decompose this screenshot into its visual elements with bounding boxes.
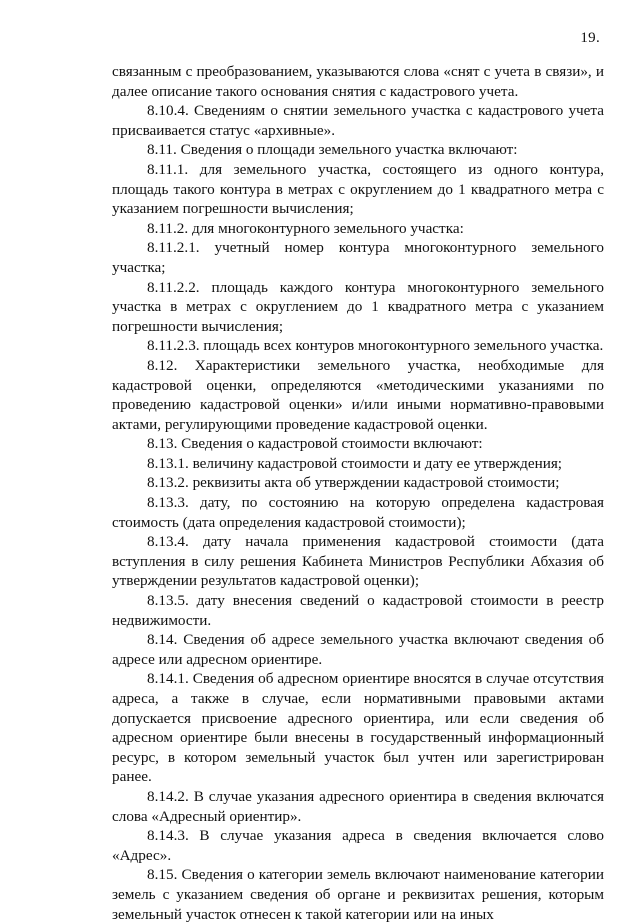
paragraph-8-10-4: 8.10.4. Сведениям о снятии земельного участка с кадастрового учета присваивается статус «архивные». bbox=[112, 102, 604, 139]
paragraph-8-11-1: 8.11.1. для земельного участка, состоящего из одного контура, площадь такого контура в метрах с округлением до 1 квадратного метра с указанием погрешности вычисления; bbox=[112, 160, 604, 218]
paragraph-8-13-3: 8.13.3. дату, по состоянию на которую определена кадастровая стоимость (дата определения кадастровой стоимости); bbox=[112, 494, 604, 531]
document-body bbox=[112, 62, 604, 924]
paragraph-8-12: 8.12. Характеристики земельного участка, необходимые для кадастровой оценки, определяются «методическими указаниями по проведению кадастровой оценки» и/или иными нормативно-правовыми актами, регулирующими проведение кадастровой оценки. bbox=[112, 356, 604, 433]
paragraph-8-11-2-3: 8.11.2.3. площадь всех контуров многоконтурного земельного участка. bbox=[147, 337, 604, 355]
paragraph-8-11-2-2: 8.11.2.2. площадь каждого контура многоконтурного земельного участка в метрах с округлением до 1 квадратного метра с указанием погрешности вычисления; bbox=[112, 278, 604, 335]
paragraph-8-13-2: 8.13.2. реквизиты акта об утверждении кадастровой стоимости; bbox=[147, 474, 560, 492]
paragraph-8-14-1: 8.14.1. Сведения об адресном ориентире вносятся в случае отсутствия адреса, а также в случае, если нормативными правовыми актами допускается присвоение адресного ориентира, или если сведения об адресном ориентире были внесены в государственный информационный ресурс, в котором земельный участок был учтен или зарегистрирован ранее. bbox=[112, 670, 604, 786]
paragraph-8-13-4: 8.13.4. дату начала применения кадастровой стоимости (дата вступления в силу решения Кабинета Министров Республики Абхазия об утверждении результатов кадастровой оценки); bbox=[112, 533, 604, 590]
paragraph-8-14: 8.14. Сведения об адресе земельного участка включают сведения об адресе или адресном ориентире. bbox=[112, 631, 604, 668]
page-number: 19. bbox=[580, 30, 600, 46]
paragraph-8-13: 8.13. Сведения о кадастровой стоимости включают: bbox=[147, 435, 483, 453]
paragraph-8-11-2-1: 8.11.2.1. учетный номер контура многоконтурного земельного участка; bbox=[112, 239, 604, 276]
paragraph-8-15: 8.15. Сведения о категории земель включают наименование категории земель с указанием сведения об органе и реквизитах решения, которым земельный участок отнесен к такой категории или на иных bbox=[112, 866, 604, 923]
paragraph-continuation: связанным с преобразованием, указываются слова «снят с учета в связи», и далее описание такого основания снятия с кадастрового учета. bbox=[112, 63, 604, 100]
paragraph-8-13-1: 8.13.1. величину кадастровой стоимости и дату ее утверждения; bbox=[147, 454, 563, 472]
paragraph-8-14-3: 8.14.3. В случае указания адреса в сведения включается слово «Адрес». bbox=[112, 827, 604, 864]
paragraph-8-13-5: 8.13.5. дату внесения сведений о кадастровой стоимости в реестр недвижимости. bbox=[112, 592, 604, 629]
paragraph-8-14-2: 8.14.2. В случае указания адресного ориентира в сведения включатся слова «Адресный ориентир». bbox=[112, 787, 604, 825]
paragraph-8-11: 8.11. Сведения о площади земельного участка включают: bbox=[147, 141, 518, 159]
paragraph-8-11-2: 8.11.2. для многоконтурного земельного участка: bbox=[147, 219, 464, 237]
